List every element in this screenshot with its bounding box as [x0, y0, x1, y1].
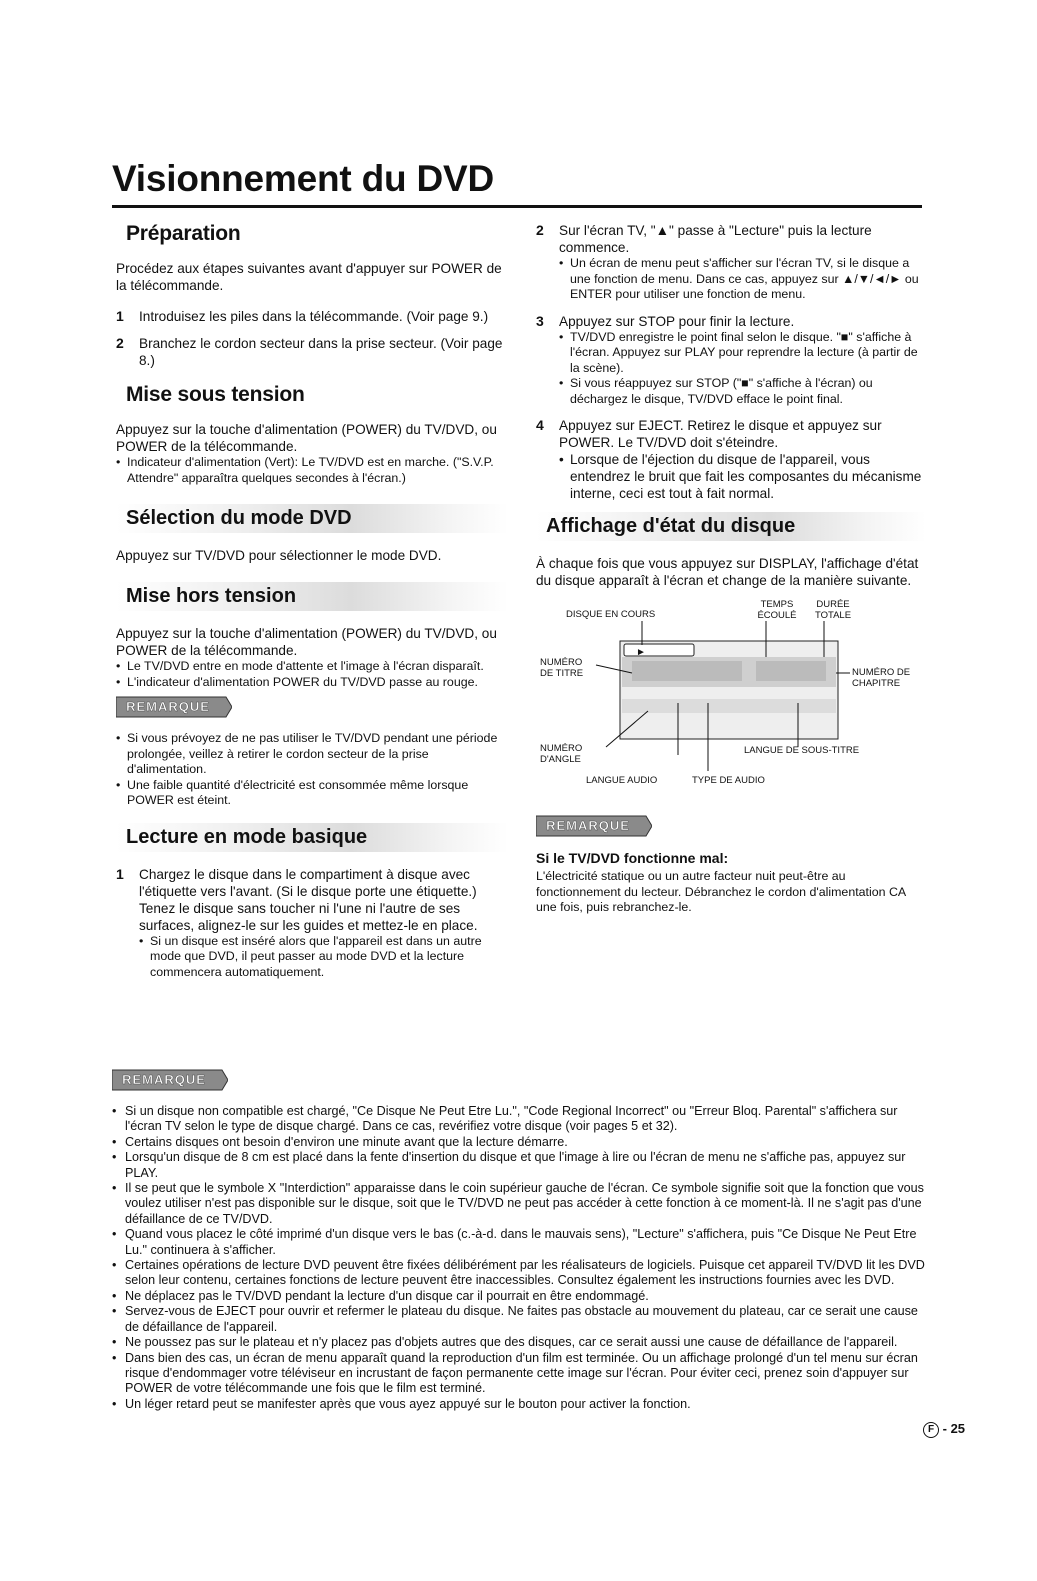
bullet-item: • Un écran de menu peut s'afficher sur l'écran TV, si le disque a une fonction de menu. Dans ce cas, appuyez sur ▲/▼/◄/► ou ENTER pour utiliser une fonction de menu. [559, 256, 919, 301]
page-title: Visionnement du DVD [112, 158, 495, 199]
remarque-title: Si le TV/DVD fonctionne mal: [536, 850, 729, 866]
remarque-text: L'électricité statique ou un autre facteur nuit peut-être au fonctionnement du lecteur. Débranchez le cordon d'alimentation CA une fois, puis rebranchez-le. [536, 869, 906, 914]
label-numero-chapitre: NUMÉRO DE CHAPITRE [852, 667, 911, 689]
disc-status-diagram [536, 595, 936, 797]
note-item: • Servez-vous de EJECT pour ouvrir et refermer le plateau du disque. Ne faites pas obstacle au mouvement du plateau, car ce serait une cause de défaillance de l'appareil. [112, 1304, 918, 1334]
mise-sous-tension-bullets [116, 455, 508, 486]
lecture-step: 1 Chargez le disque dans le compartiment à disque avec l'étiquette vers l'avant. (Si le disque porte une étiquette.) Tenez le disque sans toucher ni l'une ni l'autre de ses surfaces, alignez-le sur les guides et mettez-le en place. • Si un disque est inséré alors que l'appareil est dans un autre mode que DVD, il peut passer au mode DVD et la lecture commencera automatiquement. [116, 866, 508, 981]
left-column [116, 222, 508, 990]
lecture-heading: Lecture en mode basique [116, 823, 508, 852]
bullet-item: • Une faible quantité d'électricité est consommée même lorsque POWER est éteint. [116, 777, 469, 807]
preparation-heading: Préparation [126, 222, 241, 245]
bullet-item: • Si vous prévoyez de ne pas utiliser le TV/DVD pendant une période prolongée, veillez à retirer le cordon secteur de la prise d'alimentation. [116, 731, 498, 776]
note-item: • Un léger retard peut se manifester après que vous ayez appuyé sur le bouton pour activer la fonction. [112, 1396, 691, 1411]
bullet-item: • Si vous réappuyez sur STOP ("■" s'affiche à l'écran) ou déchargez le disque, TV/DVD efface le point final. [559, 376, 873, 406]
preparation-intro: Procédez aux étapes suivantes avant d'appuyer sur POWER de la télécommande. [116, 261, 502, 293]
bullet-item: • Indicateur d'alimentation (Vert): Le TV/DVD est en marche. ("S.V.P. Attendre" apparaîtra quelques secondes à l'écran.) [116, 455, 494, 485]
step-number: 2 [116, 335, 124, 351]
note-item: • Certaines opérations de lecture DVD peuvent être fixées délibérément par les réalisateurs de logiciels. Puisque cet appareil TV/DVD lit les DVD selon leur contenu, certaines fonctions de lecture peuvent être inaccessibles. Consultez également les instructions fournies avec les DVD. [112, 1258, 925, 1288]
mise-hors-tension-heading: Mise hors tension [116, 582, 508, 611]
page-number [923, 1421, 965, 1438]
label-langue-sous-titre: LANGUE DE SOUS-TITRE [744, 745, 860, 756]
right-column [536, 222, 926, 916]
label-type-audio: TYPE DE AUDIO [692, 775, 765, 786]
mise-sous-tension-heading: Mise sous tension [126, 383, 305, 406]
note-item: • Si un disque non compatible est chargé, "Ce Disque Ne Peut Etre Lu.", "Code Regional Incorrect" ou "Erreur Bloq. Parental" s'affichera sur l'écran TV selon le type de disque chargé. Dans ce cas, revérifiez votre disque (voir pages 5 et 32). [112, 1104, 898, 1134]
lecture-step: 2 Sur l'écran TV, "▲" passe à "Lecture" puis la lecture commence. • Un écran de menu peut s'afficher sur l'écran TV, si le disque a une fonction de menu. Dans ce cas, appuyez sur ▲/▼/◄/► ou ENTER pour utiliser une fonction de menu. [536, 222, 926, 303]
language-circle-icon: F [923, 1422, 939, 1438]
affichage-heading: Affichage d'état du disque [536, 512, 926, 541]
lecture-step: 4 Appuyez sur EJECT. Retirez le disque et appuyez sur POWER. Le TV/DVD doit s'éteindre. • Lorsque de l'éjection du disque de l'appareil, vous entendrez le bruit que fait les composantes du mécanisme interne, ceci est tout à fait normal. [536, 417, 926, 502]
label-temps-ecoule: TEMPS ÉCOULÉ [757, 599, 797, 621]
disc-status-diagram-lines [536, 595, 936, 797]
notes-list [112, 1104, 927, 1412]
lecture-step: 3 Appuyez sur STOP pour finir la lecture. • TV/DVD enregistre le point final selon le disque. "■" s'affiche à l'écran. Appuyez sur PLAY pour reprendre la lecture (à partir de la scène). • Si vous réappuyez sur STOP ("■" s'affiche à l'écran) ou déchargez le disque, TV/DVD efface le point final. [536, 313, 926, 408]
selection-mode-heading: Sélection du mode DVD [116, 504, 508, 533]
label-numero-angle: NUMÉRO D'ANGLE [540, 743, 583, 765]
mise-hors-tension-remarques [116, 731, 508, 809]
page-number-text: - 25 [942, 1421, 966, 1436]
label-duree-totale: DURÉE TOTALE [814, 599, 852, 621]
bullet-item: • TV/DVD enregistre le point final selon le disque. "■" s'affiche à l'écran. Appuyez sur PLAY pour reprendre la lecture (à partir de la scène). [559, 329, 918, 375]
mise-hors-tension-text: Appuyez sur la touche d'alimentation (POWER) du TV/DVD, ou POWER de la télécommande. [116, 626, 497, 658]
step-number: 1 [116, 308, 124, 324]
note-item: • Lorsqu'un disque de 8 cm est placé dans la fente d'insertion du disque et que l'image à lire ou l'écran de menu ne s'affiche pas, appuyez sur PLAY. [112, 1150, 906, 1180]
affichage-text: À chaque fois que vous appuyez sur DISPLAY, l'affichage d'état du disque apparaît à l'écran et change de la manière suivante. [536, 556, 919, 588]
preparation-step [116, 308, 508, 325]
bullet-item: • Lorsque de l'éjection du disque de l'appareil, vous entendrez le bruit que fait les composantes du mécanisme interne, ceci est tout à fait normal. [559, 452, 922, 501]
step-text: Introduisez les piles dans la télécommande. (Voir page 9.) [139, 309, 489, 324]
note-item: • Ne poussez pas sur le plateau et n'y placez pas d'objets autres que des disques, car ce serait aussi une cause de défaillance de l'appareil. [112, 1335, 898, 1350]
title-rule [112, 205, 922, 208]
bullet-item: • Si un disque est inséré alors que l'appareil est dans un autre mode que DVD, il peut passer au mode DVD et la lecture commencera automatiquement. [139, 933, 482, 979]
remarque-badge: REMARQUE [116, 696, 232, 718]
lecture-steps-right [536, 222, 926, 502]
label-disque-en-cours: DISQUE EN COURS [566, 609, 656, 620]
play-icon: ► [636, 647, 646, 658]
remarque-badge: REMARQUE [536, 815, 652, 837]
mise-hors-tension-bullets [116, 659, 508, 690]
preparation-step [116, 335, 508, 369]
note-item: • Dans bien des cas, un écran de menu apparaît quand la reproduction d'un film est terminée. Ou un affichage prolongé d'un tel menu sur écran risque d'endommager votre téléviseur en incrustant de façon permanente cette image sur l'écran. Pour éviter ceci, prenez soin d'appuyer sur POWER de votre télécommande une fois que le film est terminé. [112, 1350, 918, 1396]
note-item: • Ne déplacez pas le TV/DVD pendant la lecture d'un disque car il pourrait en être endommagé. [112, 1288, 649, 1303]
lecture-steps-left [116, 866, 508, 981]
step-text: Branchez le cordon secteur dans la prise secteur. (Voir page 8.) [139, 336, 503, 368]
remarque-badge: REMARQUE [112, 1069, 228, 1091]
note-item: • Quand vous placez le côté imprimé d'un disque vers le bas (c.-à-d. dans le mauvais sens), "Lecture" s'affichera, puis "Ce Disque Ne Peut Etre Lu." continuera à s'afficher. [112, 1227, 917, 1257]
note-item: • Certains disques ont besoin d'environ une minute avant que la lecture démarre. [112, 1134, 568, 1149]
bullet-item: • Le TV/DVD entre en mode d'attente et l'image à l'écran disparaît. [116, 659, 484, 673]
label-numero-titre: NUMÉRO DE TITRE [540, 657, 584, 679]
note-item: • Il se peut que le symbole X "Interdiction" apparaisse dans le coin supérieur gauche de l'écran. Ce symbole signifie soit que la fonction que vous voulez utiliser n'est pas disponible sur le disque, soit que le TV/DVD ne peut pas accéder à cette fonction à ce moment-là. Il ne s'agit pas d'une défaillance de ce TV/DVD. [112, 1181, 924, 1226]
label-langue-audio: LANGUE AUDIO [586, 775, 658, 786]
bottom-notes [112, 1063, 927, 1412]
selection-mode-text: Appuyez sur TV/DVD pour sélectionner le mode DVD. [116, 548, 442, 563]
preparation-steps [116, 308, 508, 369]
mise-sous-tension-text: Appuyez sur la touche d'alimentation (POWER) du TV/DVD, ou POWER de la télécommande. [116, 422, 497, 454]
bullet-item: • L'indicateur d'alimentation POWER du TV/DVD passe au rouge. [116, 674, 478, 689]
